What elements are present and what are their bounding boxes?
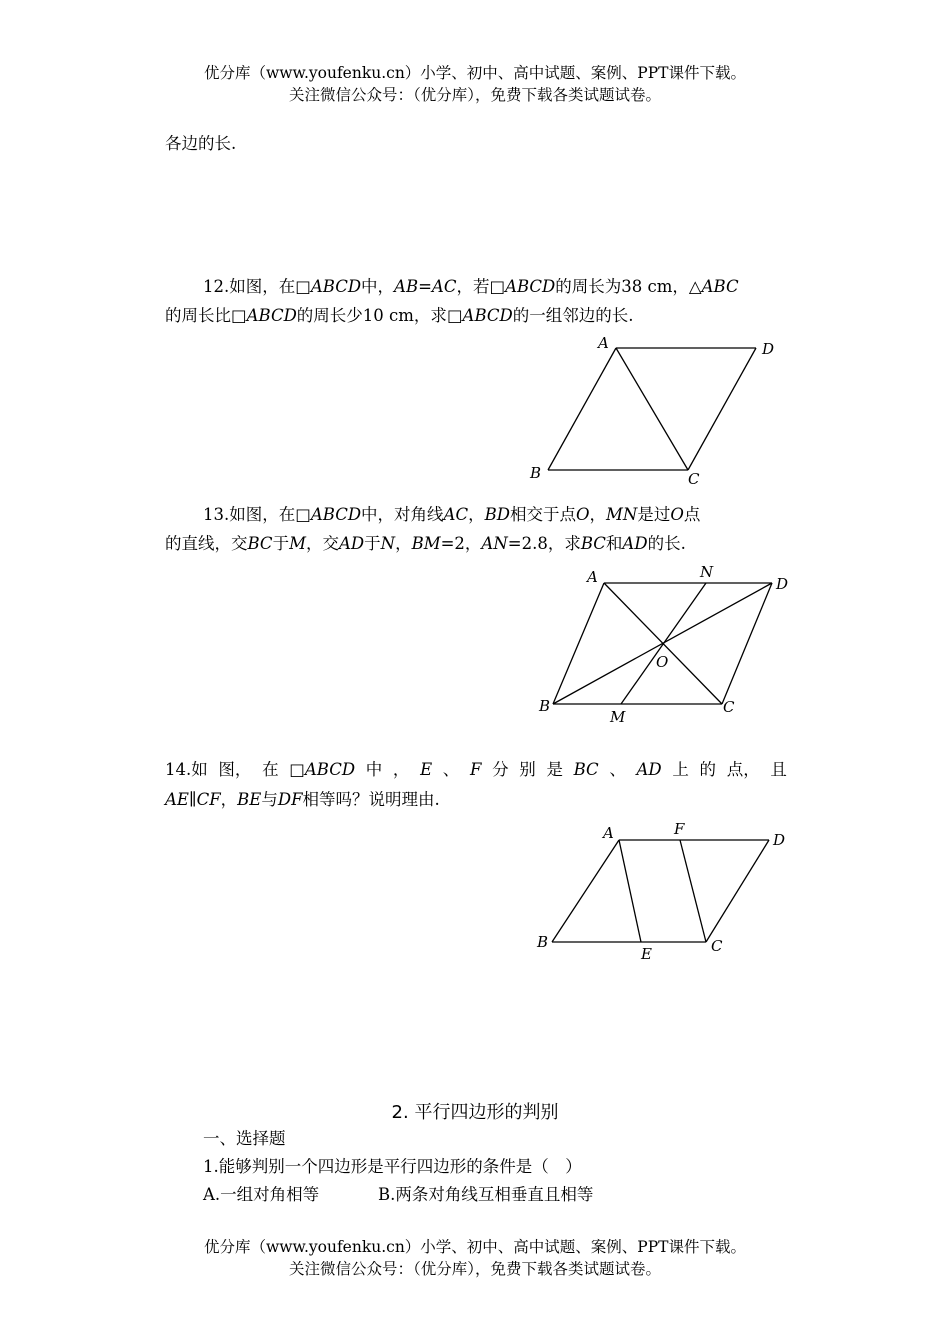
q13-label-d: D bbox=[776, 575, 789, 593]
q13-label-c: C bbox=[723, 698, 735, 716]
q14-line2: AE∥CF，BE与DF相等吗？说明理由. bbox=[165, 790, 440, 809]
prev-question-tail: 各边的长. bbox=[165, 134, 237, 153]
page-header-line2: 关注微信公众号：（优分库），免费下载各类试题试卷。 bbox=[288, 86, 661, 104]
q13-label-b: B bbox=[539, 697, 551, 715]
s2-question-1: 1.能够判别一个四边形是平行四边形的条件是（ ） bbox=[203, 1157, 582, 1176]
q13-label-n: N bbox=[700, 563, 714, 581]
q13-label-o: O bbox=[656, 653, 669, 671]
page-footer-line2: 关注微信公众号：（优分库），免费下载各类试题试卷。 bbox=[288, 1260, 661, 1278]
q12-line2: 的周长比□ABCD的周长少10 cm，求□ABCD的一组邻边的长. bbox=[165, 306, 634, 325]
q14-line1: 14.如 图， 在 □ABCD 中 ， E 、 F 分 别 是 BC 、 AD 上 的 点， 且 bbox=[165, 760, 787, 779]
q14-label-e: E bbox=[641, 945, 652, 963]
section-part-heading: 一、选择题 bbox=[203, 1129, 286, 1148]
q14-label-a: A bbox=[603, 824, 614, 842]
page-header-line1: 优分库（www.youfenku.cn）小学、初中、高中试题、案例、PPT课件下载。 bbox=[203, 64, 747, 82]
s2-option-b: B.两条对角线互相垂直且相等 bbox=[378, 1185, 594, 1204]
q14-label-f: F bbox=[674, 820, 685, 838]
q12-label-c: C bbox=[688, 470, 700, 488]
q14-label-c: C bbox=[711, 937, 723, 955]
q13-line1: 13.如图，在□ABCD中，对角线AC，BD相交于点O，MN是过O点 bbox=[203, 505, 701, 524]
q12-label-b: B bbox=[530, 464, 542, 482]
q13-label-m: M bbox=[610, 708, 626, 726]
q13-line2: 的直线，交BC于M，交AD于N，BM=2，AN=2.8，求BC和AD的长. bbox=[165, 534, 686, 553]
q12-label-d: D bbox=[762, 340, 775, 358]
q13-label-a: A bbox=[587, 568, 598, 586]
q12-line1: 12.如图，在□ABCD中，AB=AC，若□ABCD的周长为38 cm，△ABC bbox=[203, 277, 739, 296]
page-footer-line1: 优分库（www.youfenku.cn）小学、初中、高中试题、案例、PPT课件下载。 bbox=[203, 1238, 747, 1256]
q14-label-b: B bbox=[537, 933, 549, 951]
section-title: 2. 平行四边形的判别 bbox=[391, 1102, 559, 1123]
q14-label-d: D bbox=[773, 831, 786, 849]
s2-option-a: A.一组对角相等 bbox=[203, 1185, 320, 1204]
q12-label-a: A bbox=[598, 334, 609, 352]
